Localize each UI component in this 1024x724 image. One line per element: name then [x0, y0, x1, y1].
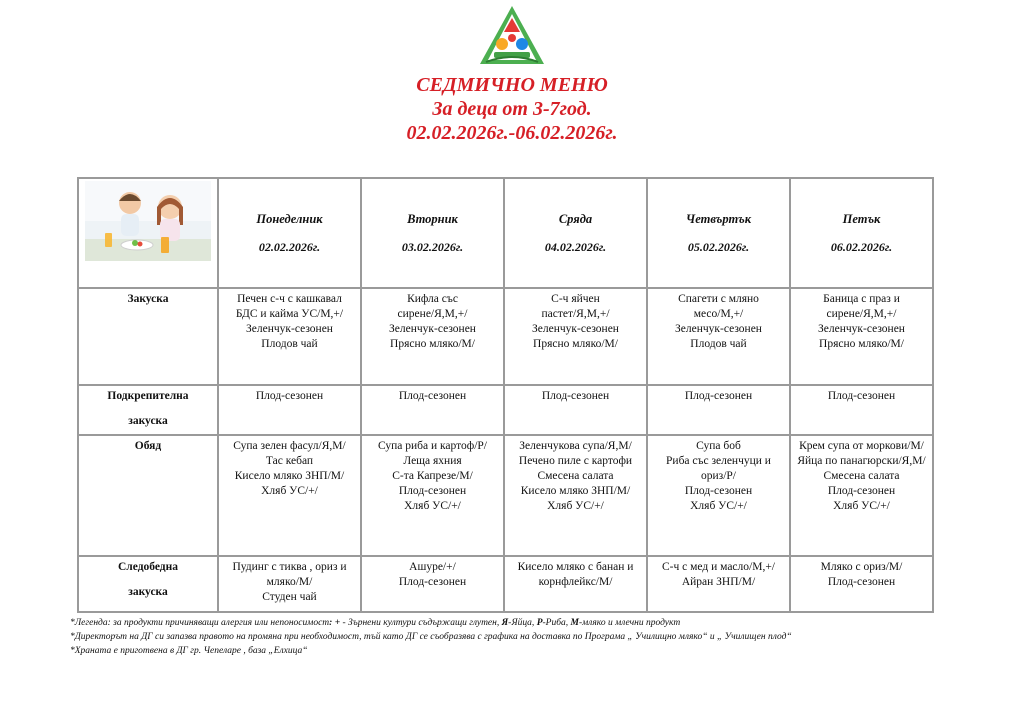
day-header-wednesday [504, 178, 647, 288]
dish: Мляко с ориз/М/ [820, 561, 903, 573]
dish: Плод-сезонен [398, 576, 467, 588]
dish: Хляб УС/+/ [547, 500, 604, 512]
meal-label-line: закуска [128, 415, 168, 427]
menu-cell [504, 288, 647, 385]
menu-cell [361, 556, 504, 612]
dish: БДС и кайма УС/М,+/ [235, 308, 344, 320]
dish: Плод-сезонен [541, 390, 610, 402]
dish: Плод-сезонен [684, 390, 753, 402]
table-row-breakfast [78, 288, 933, 385]
menu-period: 02.02.2026г.-06.02.2026г. [406, 122, 618, 144]
dish: Супа боб [696, 440, 741, 452]
day-header-monday [218, 178, 361, 288]
menu-cell [504, 435, 647, 556]
page-subtitle: За деца от 3-7год. [432, 98, 592, 120]
allergen-symbol-fish: Р [536, 618, 543, 628]
day-header-friday [790, 178, 933, 288]
dish: мляко/М/ [266, 576, 313, 588]
menu-cell [790, 288, 933, 385]
dish: Зеленчукова супа/Я,М/ [519, 440, 632, 452]
dish: Плодов чай [261, 338, 318, 350]
day-name: Сряда [558, 211, 593, 226]
meal-label-lunch [78, 435, 218, 556]
dish: Риба със зеленчуци и [666, 455, 771, 467]
dish: Плод-сезонен [398, 390, 467, 402]
dish: Плод-сезонен [827, 485, 896, 497]
dish: Плод-сезонен [827, 390, 896, 402]
dish: Печен с-ч с кашкавал [237, 293, 342, 305]
dish: С-ч яйчен [551, 293, 600, 305]
menu-cell [218, 435, 361, 556]
allergen-text-fish: -Риба, [542, 618, 571, 628]
menu-cell [361, 288, 504, 385]
meal-label-line: Обяд [134, 440, 162, 452]
dish: Зеленчук-сезонен [532, 323, 619, 335]
menu-cell [647, 288, 790, 385]
menu-cell [790, 556, 933, 612]
dish: Кисело мляко ЗНП/М/ [520, 485, 631, 497]
table-row-snack [78, 385, 933, 435]
dish: Плод-сезонен [398, 485, 467, 497]
dish: Пудинг с тиква , ориз и [232, 561, 347, 573]
dish: сирене/Я,М,+/ [397, 308, 468, 320]
day-name: Четвъртък [685, 211, 752, 226]
dish: Зеленчук-сезонен [389, 323, 476, 335]
menu-cell [218, 556, 361, 612]
dish: Хляб УС/+/ [261, 485, 318, 497]
dish: Смесена салата [537, 470, 614, 482]
meal-label-snack [78, 385, 218, 435]
dish: Хляб УС/+/ [404, 500, 461, 512]
dish: Плодов чай [690, 338, 747, 350]
menu-cell [647, 556, 790, 612]
dish: Прясно мляко/М/ [533, 338, 618, 350]
allergen-text-eggs: -Яйца, [508, 618, 537, 628]
footnotes [70, 616, 970, 658]
dish: Ашуре/+/ [409, 561, 456, 573]
menu-cell [647, 385, 790, 435]
photo-cell [78, 178, 218, 288]
dish: С-та Капрезе/М/ [392, 470, 473, 482]
kitchen-note: *Храната е приготвена в ДГ гр. Чепеларе , база „Елхица“ [70, 646, 308, 656]
legend-prefix: *Легенда: за продукти причиняващи алергия или непоносимост [70, 618, 330, 628]
dish: сирене/Я,М,+/ [826, 308, 897, 320]
day-date: 04.02.2026г. [544, 239, 607, 254]
dish: Кисело мляко ЗНП/М/ [234, 470, 345, 482]
dish: Крем супа от моркови/М/ [799, 440, 924, 452]
dish: Супа зелен фасул/Я,М/ [233, 440, 346, 452]
dish: Кисело мляко с банан и [517, 561, 634, 573]
day-date: 05.02.2026г. [687, 239, 750, 254]
menu-cell [361, 435, 504, 556]
director-note: *Директорът на ДГ си запазва правото на промяна при необходимост, тъй като ДГ се съобразява с графика на доставка по Програма „ Училищно мляко“ и „ Училищен плод“ [70, 632, 792, 642]
menu-cell [504, 556, 647, 612]
allergen-symbol-eggs: Я [501, 618, 509, 628]
dish: Кифла със [407, 293, 458, 305]
day-date: 06.02.2026г. [830, 239, 893, 254]
dish: Тас кебап [265, 455, 314, 467]
day-header-thursday [647, 178, 790, 288]
dish: Плод-сезонен [684, 485, 753, 497]
menu-cell [790, 435, 933, 556]
dish: Зеленчук-сезонен [675, 323, 762, 335]
dish: Леща яхния [403, 455, 462, 467]
legend-colon: : [329, 618, 333, 628]
kindergarten-logo-icon [472, 4, 552, 68]
meal-label-breakfast [78, 288, 218, 385]
meal-label-line: Закуска [127, 293, 169, 305]
day-name: Понеделник [256, 211, 323, 226]
menu-cell [647, 435, 790, 556]
allergen-symbol-milk: М [570, 618, 579, 628]
day-header-tuesday [361, 178, 504, 288]
meal-label-line: закуска [128, 586, 168, 598]
page-title: СЕДМИЧНО МЕНЮ [416, 74, 608, 96]
dish: Плод-сезонен [255, 390, 324, 402]
dish: Смесена салата [823, 470, 900, 482]
allergen-symbol-gluten: + [334, 618, 341, 628]
menu-cell [790, 385, 933, 435]
dish: месо/М,+/ [693, 308, 744, 320]
dish: Студен чай [262, 591, 317, 603]
dish: Прясно мляко/М/ [819, 338, 904, 350]
menu-cell [361, 385, 504, 435]
dish: Айран ЗНП/М/ [681, 576, 756, 588]
legend-note [70, 616, 970, 630]
menu-cell [218, 385, 361, 435]
meal-label-line: Следобедна [117, 561, 179, 573]
dish: Хляб УС/+/ [833, 500, 890, 512]
dish: Спагети с мляно [678, 293, 759, 305]
dish: Зеленчук-сезонен [246, 323, 333, 335]
dish: Баница с праз и [823, 293, 900, 305]
dish: Супа риба и картоф/Р/ [377, 440, 487, 452]
menu-cell [504, 385, 647, 435]
day-name: Петък [842, 211, 881, 226]
day-date: 03.02.2026г. [401, 239, 464, 254]
dish: ориз/Р/ [701, 470, 736, 482]
children-eating-photo [85, 181, 211, 261]
menu-table [77, 177, 934, 613]
allergen-text-gluten: - Зърнени култури съдържащи глутен, [340, 618, 502, 628]
dish: С-ч с мед и масло/М,+/ [662, 561, 775, 573]
table-row-lunch [78, 435, 933, 556]
dish: Зеленчук-сезонен [818, 323, 905, 335]
dish: корнфлейкс/М/ [538, 576, 613, 588]
dish: Яйца по панагюрски/Я,М/ [797, 455, 926, 467]
day-name: Вторник [407, 211, 458, 226]
dish: Хляб УС/+/ [690, 500, 747, 512]
dish: пастет/Я,М,+/ [541, 308, 610, 320]
meal-label-afternoon-snack [78, 556, 218, 612]
day-date: 02.02.2026г. [258, 239, 321, 254]
title-block [0, 73, 1024, 145]
table-header-row [78, 178, 933, 288]
allergen-text-milk: -мляко и млечни продукт [578, 618, 681, 628]
meal-label-line: Подкрепителна [107, 390, 189, 402]
menu-cell [218, 288, 361, 385]
dish: Плод-сезонен [827, 576, 896, 588]
dish: Прясно мляко/М/ [390, 338, 475, 350]
dish: Печено пиле с картофи [518, 455, 633, 467]
table-row-afternoon-snack [78, 556, 933, 612]
